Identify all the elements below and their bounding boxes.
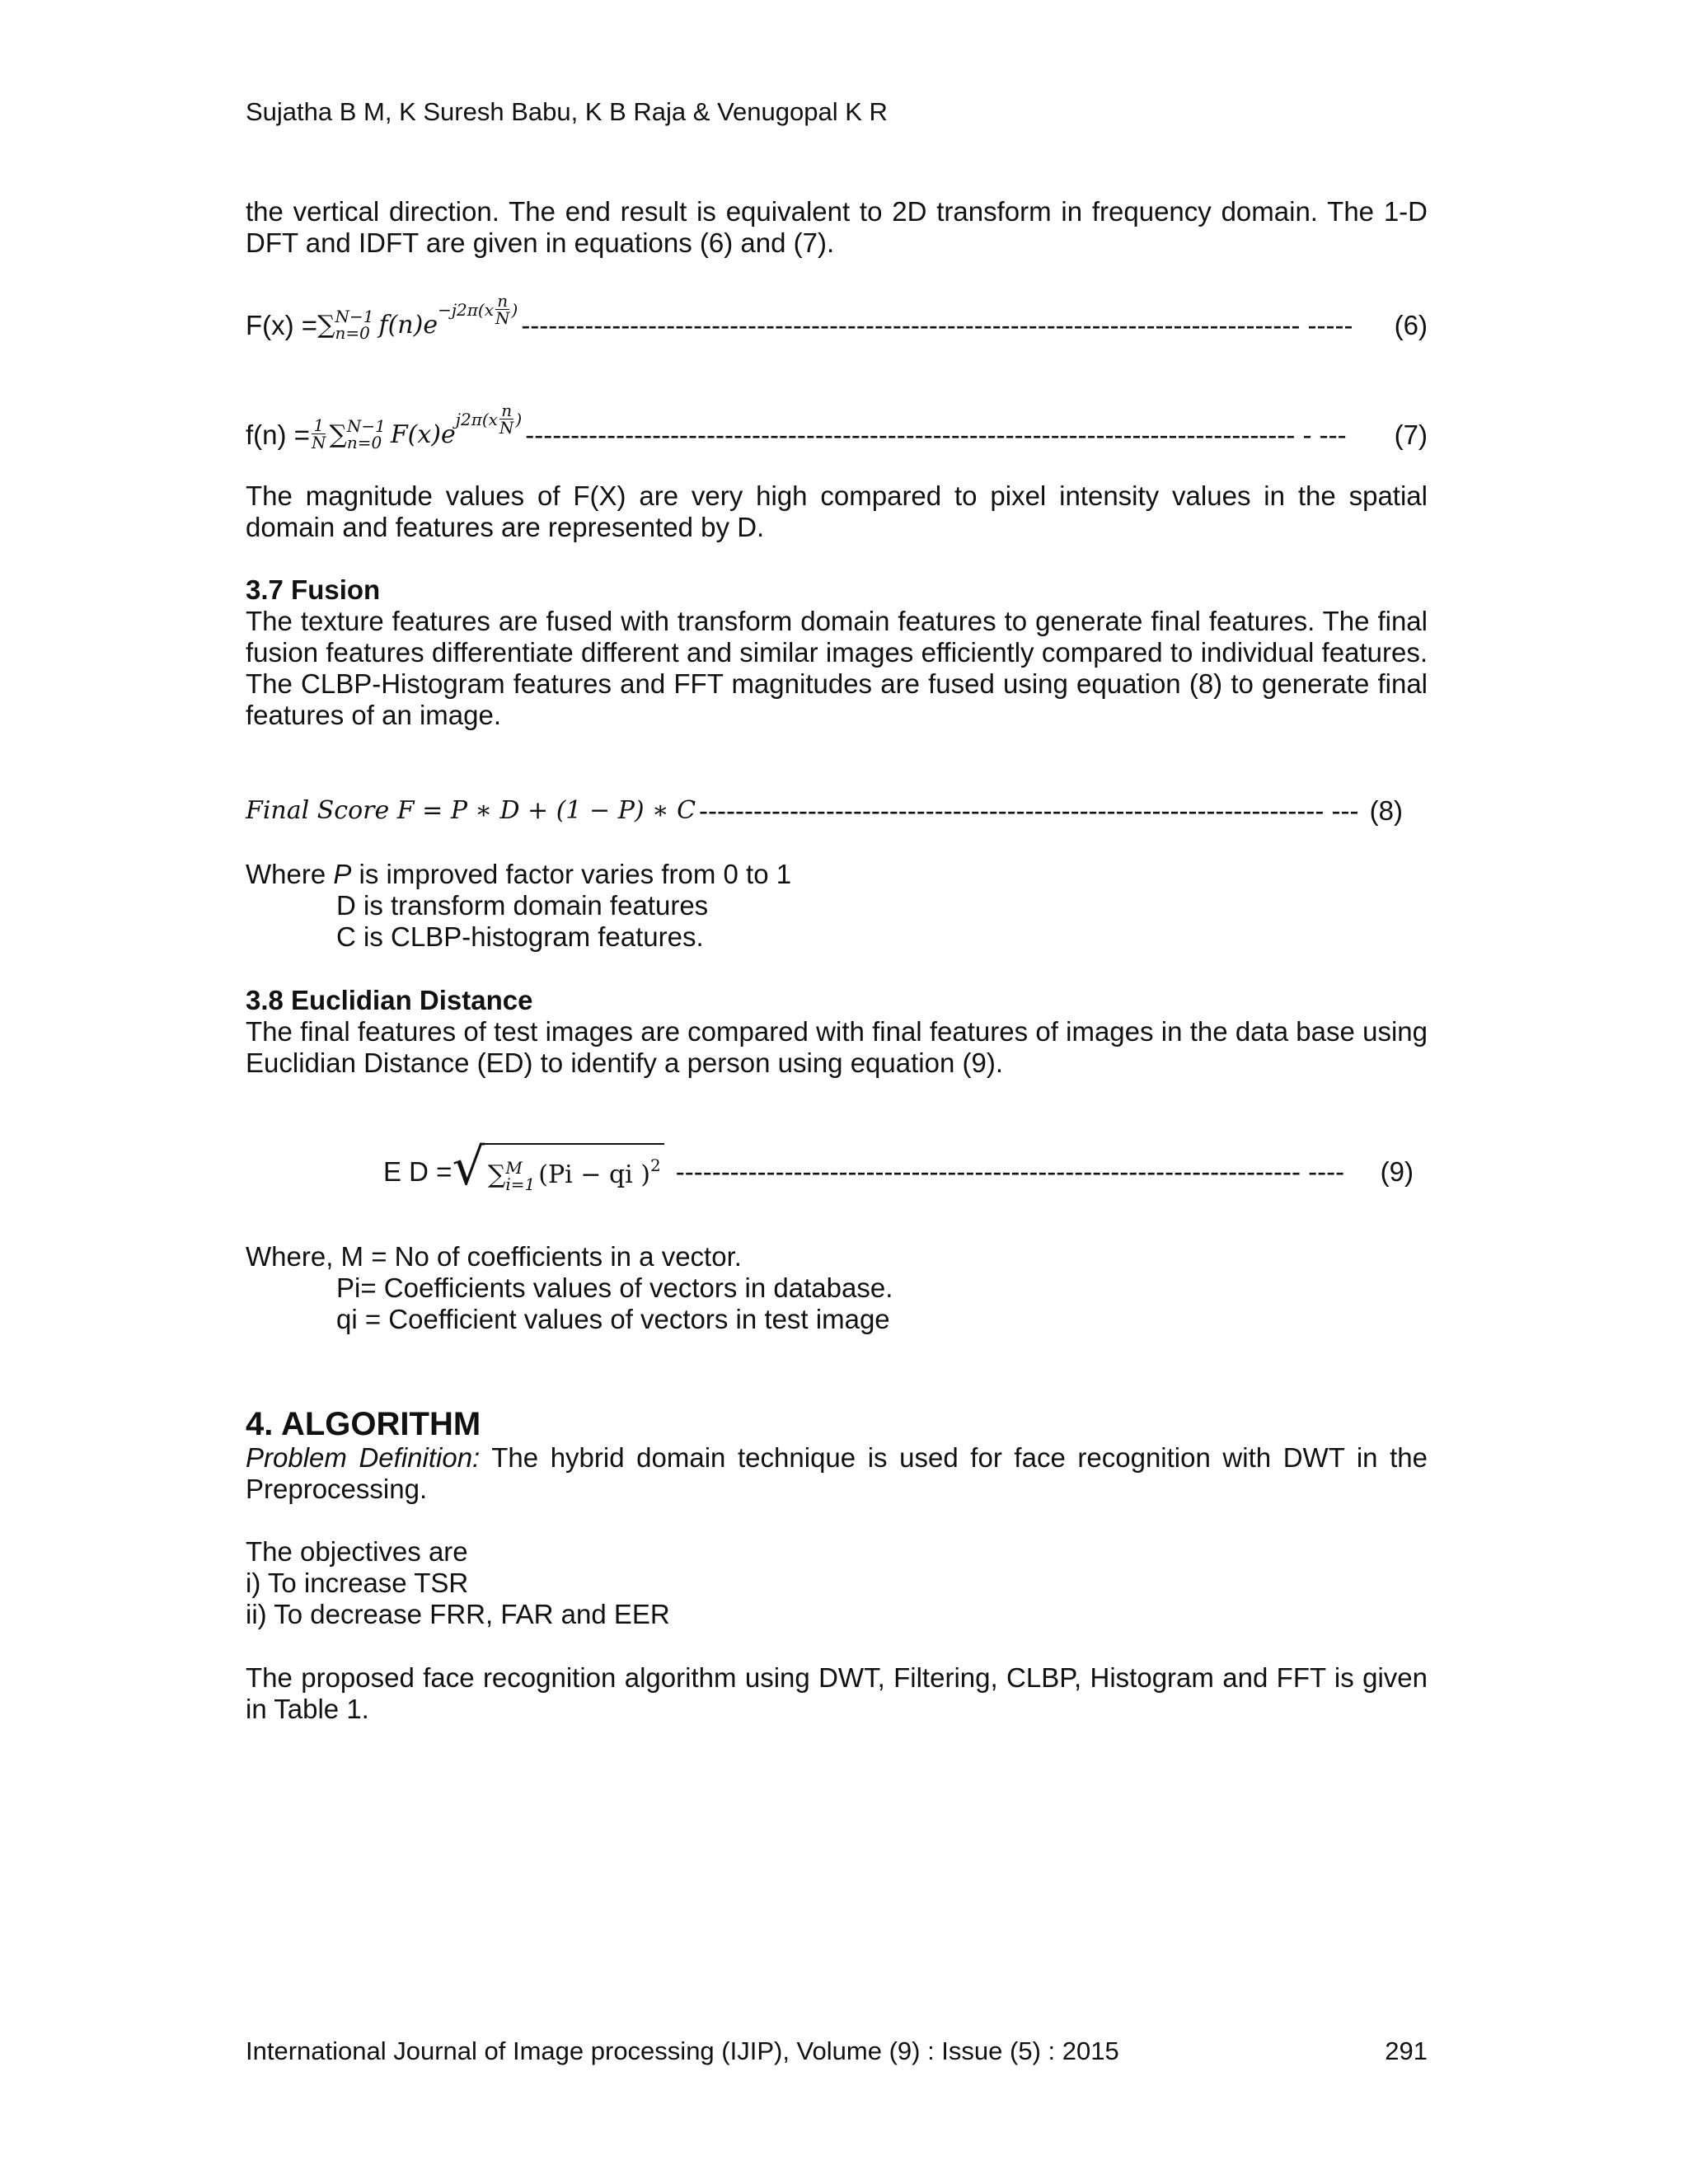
eq9-sum-limits xyxy=(505,1160,535,1193)
eq9-radical-sign: √ xyxy=(452,1137,485,1197)
eq7-sum-limits xyxy=(347,418,386,451)
eq6-exp-text: −j2π(x xyxy=(438,299,494,320)
equation-7 xyxy=(246,402,1428,451)
eq9-sum-top: M xyxy=(505,1158,523,1178)
section-3-8-paragraph: The final features of test images are compared with final features of images in the data base using Euclidian Distance (ED) to identify a person using equation (9). xyxy=(246,1016,1428,1078)
eq8-where-line-1 xyxy=(246,859,1428,890)
section-3-8-heading: 3.8 Euclidian Distance xyxy=(246,985,533,1015)
eq9-sum-bottom: i=1 xyxy=(505,1174,536,1194)
eq7-sum-bottom: n=0 xyxy=(346,433,382,452)
eq7-number: (7) xyxy=(1394,419,1428,450)
intro-paragraph: the vertical direction. The end result is equivalent to 2D transform in frequency domain. The 1-D DFT and IDFT are given in equations (6) and (7). xyxy=(246,196,1428,258)
equation-9 xyxy=(383,1137,1414,1197)
eq6-sum-symbol: ∑ xyxy=(317,311,335,340)
section-4-heading: 4. ALGORITHM xyxy=(246,1406,481,1442)
eq8-number: (8) xyxy=(1369,795,1403,826)
eq9-where-line-3: qi = Coefficient values of vectors in test image xyxy=(336,1304,890,1334)
eq7-prefactor xyxy=(312,417,326,451)
eq8-formula: Final Score F = P ∗ D + (1 − P) ∗ C xyxy=(246,796,696,825)
eq9-square-root xyxy=(452,1137,663,1197)
eq6-sum-bottom: n=0 xyxy=(335,323,370,343)
eq6-number: (6) xyxy=(1394,310,1428,340)
eq9-lhs: E D = xyxy=(383,1156,452,1187)
eq7-sum-top: N−1 xyxy=(346,416,386,436)
eq8-where-line-2: D is transform domain features xyxy=(336,890,709,921)
eq8-where-pre: Where xyxy=(246,859,334,889)
eq8-where-post: is improved factor varies from 0 to 1 xyxy=(351,859,792,889)
eq6-sum-limits xyxy=(335,308,374,341)
page-footer xyxy=(246,2036,1428,2067)
eq7-exp-fraction xyxy=(499,402,514,436)
eq7-sum-symbol: ∑ xyxy=(329,420,347,449)
eq9-power: 2 xyxy=(650,1155,661,1175)
eq6-exp-num: n xyxy=(497,291,509,311)
problem-definition-label: Problem Definition: xyxy=(246,1442,481,1473)
eq9-radicand xyxy=(485,1143,664,1193)
running-header-authors: Sujatha B M, K Suresh Babu, K B Raja & Venugopal K R xyxy=(246,97,888,126)
eq8-leader: --------------------------------------------------------------------- --- xyxy=(699,795,1359,826)
eq6-lhs: F(x) = xyxy=(246,310,318,340)
eq6-exp-close: ) xyxy=(511,299,518,320)
eq9-where-line-2: Pi= Coefficients values of vectors in database. xyxy=(336,1272,893,1303)
eq7-leader: ------------------------------------------------------------------------------------- - --- xyxy=(525,419,1347,450)
eq8-where-var: P xyxy=(333,859,352,889)
equation-8 xyxy=(246,795,1428,827)
eq6-leader: -------------------------------------------------------------------------------------- ----- xyxy=(521,310,1353,340)
eq7-exp-text: j2π(x xyxy=(455,409,498,429)
objective-2: ii) To decrease FRR, FAR and EER xyxy=(246,1599,670,1629)
eq9-number: (9) xyxy=(1380,1156,1414,1187)
footer-page-number: 291 xyxy=(1385,2036,1428,2065)
equation-6 xyxy=(246,293,1428,341)
algorithm-closing-paragraph: The proposed face recognition algorithm using DWT, Filtering, CLBP, Histogram and FFT is given in Table 1. xyxy=(246,1662,1428,1724)
section-3-7-heading: 3.7 Fusion xyxy=(246,574,381,605)
eq7-exp-num: n xyxy=(501,401,513,420)
eq7-lhs: f(n) = xyxy=(246,419,310,450)
eq9-sum-symbol: ∑ xyxy=(487,1160,506,1189)
eq6-exponent xyxy=(438,293,518,326)
problem-definition-text: The hybrid domain technique is used for face recognition with DWT in the Preprocessing. xyxy=(246,1442,1428,1504)
objective-1: i) To increase TSR xyxy=(246,1568,469,1598)
eq6-exp-den: N xyxy=(495,308,510,328)
objectives-block xyxy=(246,1536,1428,1630)
eq7-exponent xyxy=(456,402,522,436)
eq7-body: F(x)e xyxy=(390,420,456,449)
eq7-pre-num: 1 xyxy=(313,415,325,435)
eq6-body: f(n)e xyxy=(378,311,438,340)
eq8-where-block xyxy=(246,859,1428,953)
eq6-exp-fraction xyxy=(495,293,510,326)
section-3-7-paragraph: The texture features are fused with transform domain features to generate final features. The final fusion features differentiate different and similar images efficiently compared to individual features. The CLBP-Histogram features and FFT magnitudes are fused using equation (8) to generate final features of an image. xyxy=(246,606,1428,730)
eq7-exp-den: N xyxy=(499,418,514,438)
eq9-where-block xyxy=(246,1241,1428,1335)
eq6-sum-top: N−1 xyxy=(335,307,374,326)
eq7-pre-den: N xyxy=(311,433,326,452)
eq8-where-line-3: C is CLBP-histogram features. xyxy=(336,921,704,952)
eq9-leader: --------------------------------------------------------------------- ---- xyxy=(675,1156,1345,1187)
footer-journal: International Journal of Image processing (IJIP), Volume (9) : Issue (5) : 2015 xyxy=(246,2036,1119,2065)
objectives-intro: The objectives are xyxy=(246,1536,468,1567)
eq9-radicand-text: (Pi − qi ) xyxy=(538,1160,651,1189)
eq9-where-line-1: Where, M = No of coefficients in a vector. xyxy=(246,1241,742,1272)
problem-definition-paragraph xyxy=(246,1442,1428,1505)
magnitude-paragraph: The magnitude values of F(X) are very high compared to pixel intensity values in the spatial domain and features are represented by D. xyxy=(246,480,1428,542)
eq7-exp-close: ) xyxy=(515,409,523,429)
